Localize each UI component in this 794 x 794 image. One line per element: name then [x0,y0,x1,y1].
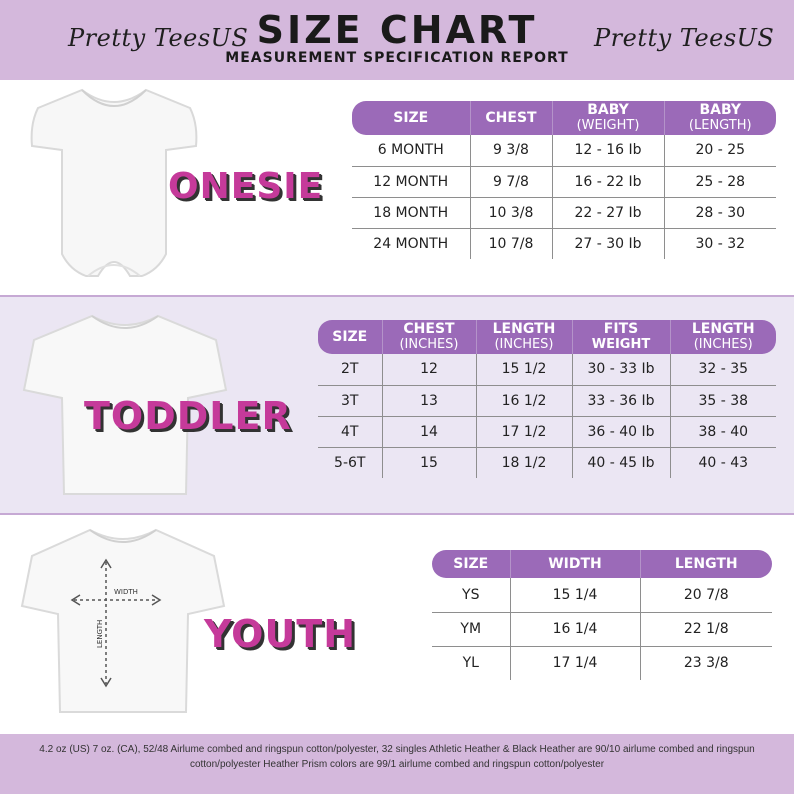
chest-cell: 13 [382,385,476,416]
page-title: SIZE CHART [256,8,538,52]
weight-cell: 40 - 45 Ib [572,447,670,478]
length-tag: LENGTH [96,619,104,648]
table-row [432,612,772,646]
table-header-row [318,320,776,354]
weight-cell: 33 - 36 Ib [572,385,670,416]
table-row [318,416,776,447]
length-cell-2: 35 - 38 [670,385,776,416]
length-cell-2: 40 - 43 [670,447,776,478]
fabric-info-footer: 4.2 oz (US) 7 oz. (CA), 52/48 Airlume combed and ringspun cotton/polyester, 32 singles Athletic Heather & Black Heather are 90/10 airlume combed and ringspun cotton/polyester Heather Prism colors are 99/1 airlume combed and ringspun cotton/polyester [0,734,794,794]
size-cell: 2T [318,354,382,385]
length-cell: 15 1/2 [476,354,572,385]
table-row [318,385,776,416]
brand-logo-left: Pretty TeesUS [68,24,249,52]
chest-cell: 15 [382,447,476,478]
table-header-row [352,101,776,135]
size-cell: 3T [318,385,382,416]
weight-cell: 36 - 40 Ib [572,416,670,447]
weight-cell: 12 - 16 Ib [552,135,664,166]
chest-cell: 10 3/8 [470,197,552,228]
youth-label: YOUTH [204,612,357,656]
width-cell: 16 1/4 [510,612,640,646]
chest-cell: 9 7/8 [470,166,552,197]
youth-tshirt-image [18,524,228,720]
table-header-row [432,550,772,578]
size-cell: 18 MONTH [352,197,470,228]
length-cell: 30 - 32 [664,228,776,259]
length-cell: 25 - 28 [664,166,776,197]
chest-cell: 10 7/8 [470,228,552,259]
brand-logo-right: Pretty TeesUS [594,24,775,52]
width-tag: WIDTH [114,588,138,596]
table-row [432,578,772,612]
length-cell: 20 7/8 [640,578,772,612]
weight-cell: 22 - 27 Ib [552,197,664,228]
header-chest: CHEST (INCHES) [382,320,476,354]
toddler-label: TODDLER [84,394,292,438]
size-cell: YM [432,612,510,646]
length-cell-2: 32 - 35 [670,354,776,385]
length-cell: 18 1/2 [476,447,572,478]
table-row [432,646,772,680]
table-row [352,166,776,197]
header-length: LENGTH [640,550,772,578]
table-row [352,197,776,228]
onesie-label: ONESIE [168,166,324,207]
table-row [352,228,776,259]
size-cell: 24 MONTH [373,235,449,252]
header-size: SIZE [352,101,470,135]
header-size: SIZE [318,320,382,354]
youth-size-table [432,550,772,680]
header-length-2: LENGTH (INCHES) [670,320,776,354]
chest-cell: 12 [382,354,476,385]
length-cell: 23 3/8 [640,646,772,680]
table-row [318,447,776,478]
length-cell: 17 1/2 [476,416,572,447]
size-cell: 5-6T [334,454,366,471]
table-row [318,354,776,385]
header-size: SIZE [432,550,510,578]
onesie-size-table [352,101,776,259]
weight-cell: 27 - 30 Ib [552,228,664,259]
toddler-size-table [318,320,776,478]
length-cell: 22 1/8 [640,612,772,646]
page-subtitle: MEASUREMENT SPECIFICATION REPORT [225,50,569,66]
size-cell: YL [462,655,479,672]
header-baby-weight: BABY (WEIGHT) [552,101,664,135]
header-length: LENGTH (INCHES) [476,320,572,354]
size-cell: 6 MONTH [352,135,470,166]
weight-cell: 16 - 22 Ib [552,166,664,197]
table-row [352,135,776,166]
length-cell-2: 38 - 40 [670,416,776,447]
header-baby-length: BABY (LENGTH) [664,101,776,135]
header-width: WIDTH [510,550,640,578]
weight-cell: 30 - 33 Ib [572,354,670,385]
header-banner [0,0,794,80]
size-cell: 12 MONTH [352,166,470,197]
section-divider [0,513,794,515]
width-cell: 17 1/4 [510,646,640,680]
header-fits-weight: FITS WEIGHT [572,320,670,354]
header-chest: CHEST [470,101,552,135]
size-cell: YS [432,578,510,612]
length-cell: 20 - 25 [664,135,776,166]
length-cell: 16 1/2 [476,385,572,416]
width-cell: 15 1/4 [510,578,640,612]
length-cell: 28 - 30 [664,197,776,228]
chest-cell: 9 3/8 [470,135,552,166]
chest-cell: 14 [382,416,476,447]
size-cell: 4T [318,416,382,447]
